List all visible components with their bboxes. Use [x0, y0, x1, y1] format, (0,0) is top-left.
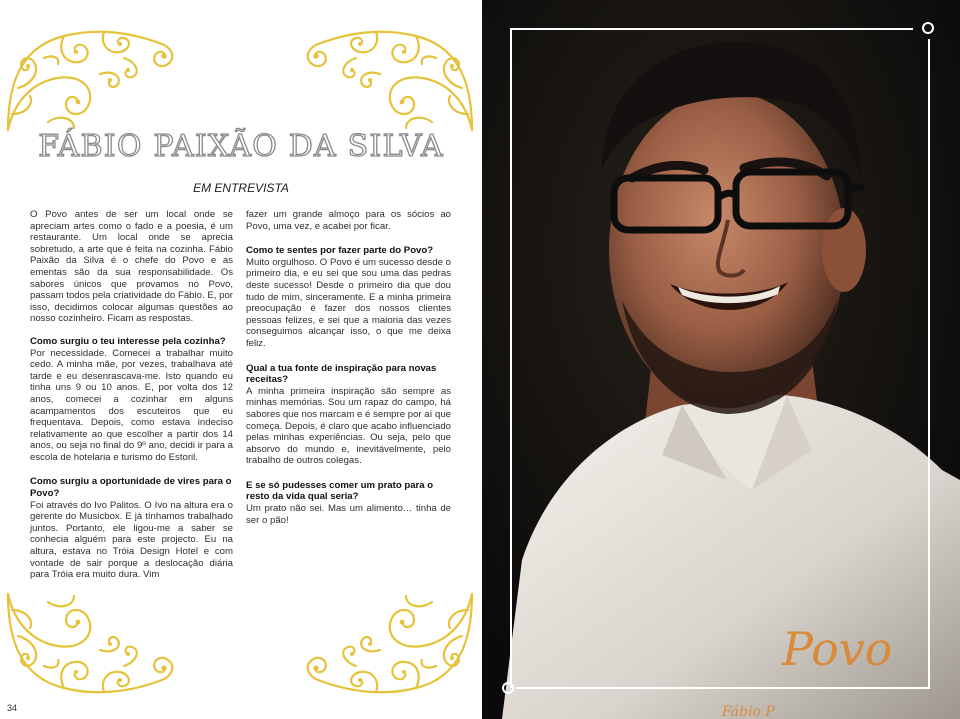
page-title: FÁBIO PAIXÃO DA SILVA — [38, 129, 444, 165]
gold-scroll-ornament-icon — [4, 18, 180, 142]
text-column-left — [30, 209, 233, 594]
intro-paragraph: O Povo antes de ser um local onde se apreciam artes como o fado e a poesia, é um restaurante. Um local onde se aprecia sobretudo, a arte que é feita na cozinha. Fábio Paixão da Silva é o chefe do Povo e as ementas são da sua responsabilidade. Os sabores únicos que provamos no Povo, passam todos pela criatividade do Fábio. E, por isso, decidimos colocar algumas questões ao nosso cozinheiro. Ficam as respostas. — [30, 209, 233, 325]
gold-scroll-ornament-icon — [4, 582, 180, 706]
chef-portrait-photo — [482, 0, 960, 719]
interview-answer: Por necessidade. Comecei a trabalhar muito cedo. A minha mãe, por vezes, trabalhava até tarde e eu desenrascava-me. Isto quando eu tinha uns 9 ou 10 anos. E, por volta dos 12 anos, comecei a cozinhar em alguns acampamentos dos escuteiros que eu frequentava. Depois, como estava indeciso relativamente ao que escolher a partir dos 14 anos, ou seja no final do 9º ano, decidi ir para a escola de hotelaria e turismo do Estoril. — [30, 347, 233, 463]
interview-answer: Um prato não sei. Mas um alimento… tinha de ser o pão! — [246, 503, 451, 526]
interview-question: Como te sentes por fazer parte do Povo? — [246, 245, 434, 257]
gold-scroll-ornament-icon — [300, 18, 476, 142]
frame-top-line — [510, 28, 913, 30]
interview-answer: Muito orgulhoso. O Povo é um sucesso desde o primeiro dia, e eu sei que sou uma das pedras deste sucesso! Desde o primeiro dia que dou tudo de mim, sinceramente. E a minha primeira preocupação é fazer dos nossos clientes pessoas felizes, e sei que a maioria das vezes conseguimos alcançar isso, o que me deixa feliz. — [246, 256, 451, 349]
interview-answer: Foi através do Ivo Palitos. O Ivo na altura era o gerente do Musicbox. E já tínhamos trabalhado juntos. Portanto, ele ligou-me a saber se conhecia alguém para este projecto. Eu na altura, estava no Tróia Design Hotel e com vontade de sair porque a deslocação diária para Tróia era muito dura. Vim — [30, 499, 233, 581]
frame-bottom-line — [516, 687, 930, 689]
jacket-name-text: Fábio P — [722, 704, 775, 719]
frame-ring-icon — [502, 682, 514, 694]
frame-right-line — [928, 39, 930, 689]
gold-scroll-ornament-icon — [300, 582, 476, 706]
page-subtitle: EM ENTREVISTA — [193, 181, 289, 195]
jacket-logo-text: Povo — [782, 622, 893, 676]
interview-question: E se só pudesses comer um prato para o resto da vida qual seria? — [246, 479, 434, 503]
interview-question: Qual a tua fonte de inspiração para novas receitas? — [246, 362, 437, 386]
interview-answer: A minha primeira inspiração são sempre as minhas memórias. Sou um rapaz do campo, há sabores que nos marcam e é sempre por aí que começa. Depois, é claro que acabo influenciado pelas minhas experiências. Ou seja, pelo que absorvo do mundo e, inevitávelmente, pelo trabalho de outros colegas. — [246, 385, 451, 467]
text-column-right — [246, 209, 451, 539]
interview-answer-continued: fazer um grande almoço para os sócios ao Povo, uma vez, e acabei por ficar. — [246, 209, 451, 232]
frame-left-line — [510, 28, 512, 688]
photo-page — [482, 0, 960, 719]
interview-question: Como surgiu a oportunidade de vires para o Povo? — [30, 476, 232, 500]
frame-ring-icon — [922, 22, 934, 34]
interview-question: Como surgiu o teu interesse pela cozinha? — [30, 335, 226, 347]
page-number: 34 — [7, 703, 18, 713]
